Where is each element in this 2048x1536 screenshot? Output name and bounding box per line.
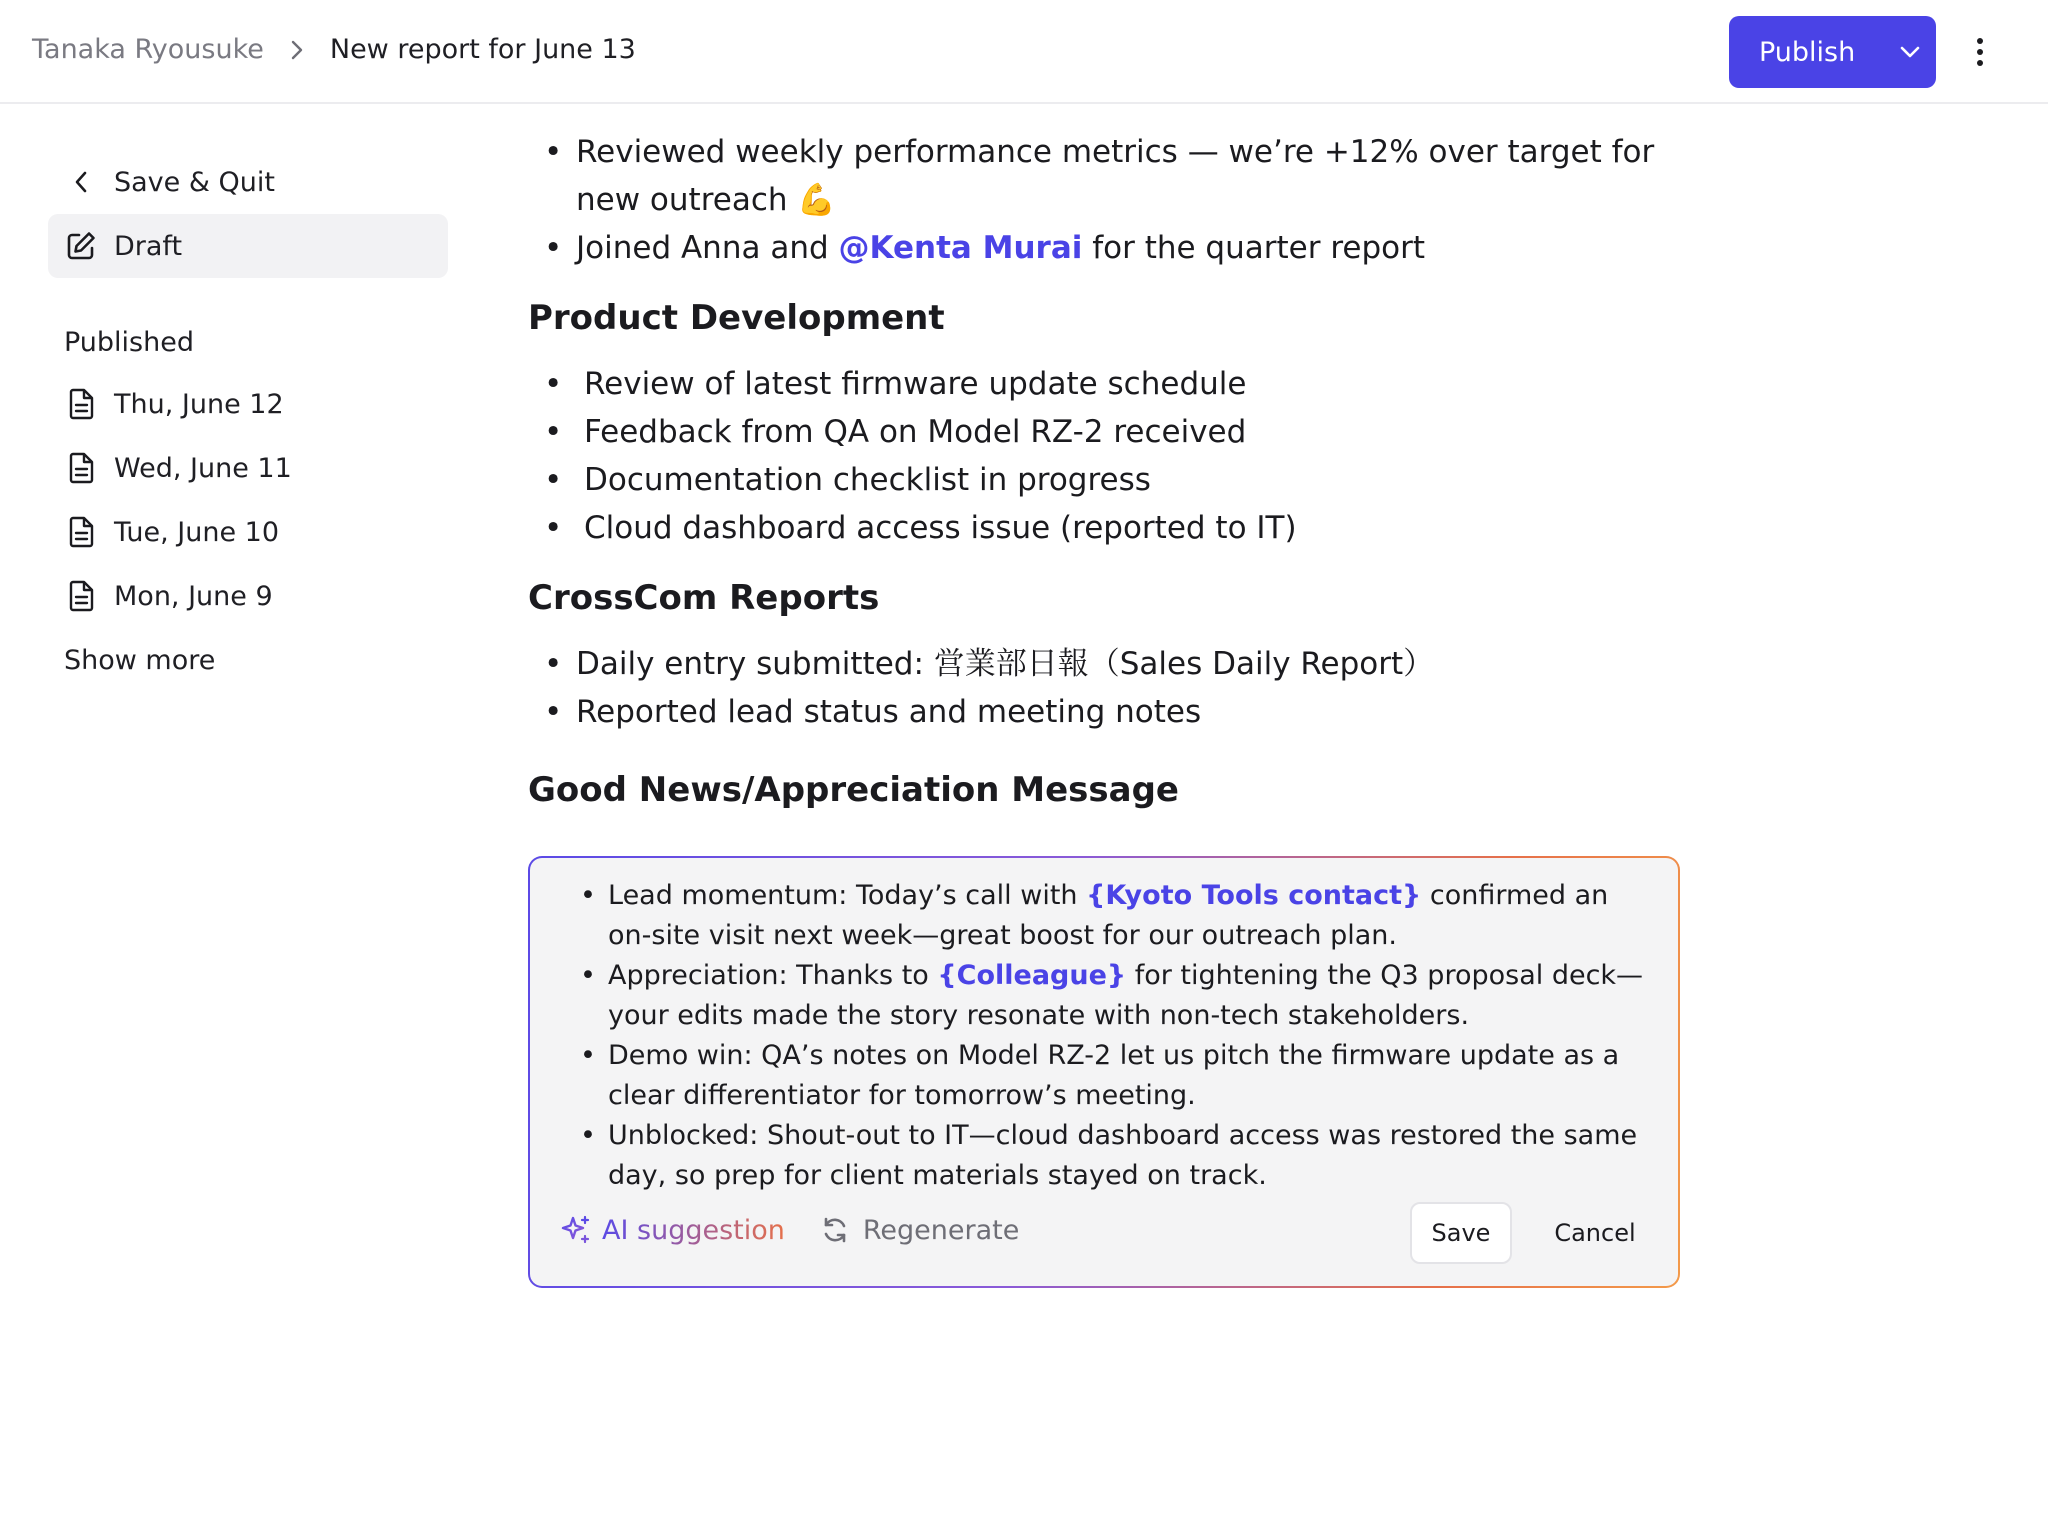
sidebar-item-draft[interactable] bbox=[48, 214, 448, 278]
suggestion-text: Appreciation: Thanks to bbox=[608, 960, 938, 991]
save-button[interactable]: Save bbox=[1410, 1202, 1512, 1264]
placeholder-token[interactable]: {Kyoto Tools contact} bbox=[1086, 880, 1422, 911]
ai-suggestion-box bbox=[528, 856, 1680, 1288]
list-item: • Reported lead status and meeting notes bbox=[528, 688, 1688, 736]
suggestion-text: confirmed an on-site visit next week—great boost for our outreach plan. bbox=[608, 880, 1609, 951]
breadcrumb-parent[interactable]: Tanaka Ryousuke bbox=[32, 34, 264, 65]
top-header bbox=[0, 0, 2048, 104]
section-list bbox=[528, 360, 1688, 552]
published-item-label: Thu, June 12 bbox=[114, 388, 284, 420]
report-editor[interactable] bbox=[528, 128, 1688, 832]
ai-suggestion-panel[interactable] bbox=[530, 858, 1678, 1286]
published-heading: Published bbox=[64, 326, 194, 358]
user-mention[interactable]: @Kenta Murai bbox=[838, 230, 1083, 266]
ai-action-row bbox=[560, 1214, 1019, 1246]
list-item-text: Joined Anna and bbox=[576, 230, 839, 266]
list-item: • Documentation checklist in progress bbox=[528, 456, 1688, 504]
document-icon bbox=[64, 387, 98, 421]
suggestion-text: Lead momentum: Today’s call with bbox=[608, 880, 1087, 911]
sidebar-item-published[interactable] bbox=[48, 500, 448, 564]
list-item: • Feedback from QA on Model RZ-2 received bbox=[528, 408, 1688, 456]
refresh-icon bbox=[819, 1214, 851, 1246]
suggestion-item: • Unblocked: Shout-out to IT—cloud dashboard access was restored the same day, so prep for client materials stayed on track. bbox=[580, 1116, 1660, 1196]
list-item: • Daily entry submitted: 営業部日報（Sales Daily Report） bbox=[528, 640, 1688, 688]
chevron-down-icon[interactable] bbox=[1898, 40, 1922, 64]
list-item: • Review of latest firmware update schedule bbox=[528, 360, 1688, 408]
sidebar-item-published[interactable] bbox=[48, 436, 448, 500]
section-heading: CrossCom Reports bbox=[528, 578, 880, 618]
suggestion-item: • Demo win: QA’s notes on Model RZ-2 let us pitch the firmware update as a clear differentiator for tomorrow’s meeting. bbox=[580, 1036, 1660, 1116]
section-heading: Product Development bbox=[528, 298, 945, 338]
publish-label: Publish bbox=[1759, 36, 1856, 68]
document-icon bbox=[64, 579, 98, 613]
show-more-link[interactable]: Show more bbox=[64, 644, 216, 676]
section-heading: Good News/Appreciation Message bbox=[528, 770, 1179, 810]
sidebar-item-published[interactable] bbox=[48, 564, 448, 628]
cancel-button[interactable]: Cancel bbox=[1554, 1219, 1636, 1247]
sidebar bbox=[48, 150, 448, 692]
document-icon bbox=[64, 451, 98, 485]
ai-suggestion-label: AI suggestion bbox=[602, 1214, 785, 1246]
published-item-label: Wed, June 11 bbox=[114, 452, 292, 484]
suggestion-item bbox=[580, 956, 1660, 1036]
sparkles-icon bbox=[560, 1214, 592, 1246]
chevron-left-icon bbox=[64, 165, 98, 199]
save-quit-label: Save & Quit bbox=[114, 166, 275, 198]
breadcrumb bbox=[32, 34, 636, 65]
published-item-label: Tue, June 10 bbox=[114, 516, 280, 548]
suggestion-item bbox=[580, 876, 1660, 956]
vertical-dots-icon[interactable] bbox=[1968, 32, 1992, 72]
publish-button[interactable] bbox=[1729, 16, 1936, 88]
intro-list bbox=[528, 128, 1688, 272]
sidebar-item-published[interactable] bbox=[48, 372, 448, 436]
regenerate-label: Regenerate bbox=[862, 1214, 1020, 1246]
list-item bbox=[528, 224, 1688, 272]
breadcrumb-current: New report for June 13 bbox=[329, 34, 636, 65]
chevron-right-icon bbox=[290, 39, 304, 61]
suggestion-text: for tightening the Q3 proposal deck—your edits made the story resonate with non-tech stakeholders. bbox=[608, 960, 1644, 1031]
edit-icon bbox=[64, 229, 98, 263]
published-item-label: Mon, June 9 bbox=[114, 580, 273, 612]
draft-label: Draft bbox=[114, 230, 183, 262]
regenerate-button[interactable] bbox=[819, 1214, 1019, 1246]
placeholder-token[interactable]: {Colleague} bbox=[937, 960, 1127, 991]
suggestion-list bbox=[580, 876, 1660, 1196]
section-list bbox=[528, 640, 1688, 736]
save-quit-button[interactable] bbox=[48, 150, 448, 214]
list-item: • Cloud dashboard access issue (reported to IT) bbox=[528, 504, 1688, 552]
document-icon bbox=[64, 515, 98, 549]
list-item-text: for the quarter report bbox=[1082, 230, 1426, 266]
list-item: • Reviewed weekly performance metrics — we’re +12% over target for new outreach 💪 bbox=[528, 128, 1688, 224]
